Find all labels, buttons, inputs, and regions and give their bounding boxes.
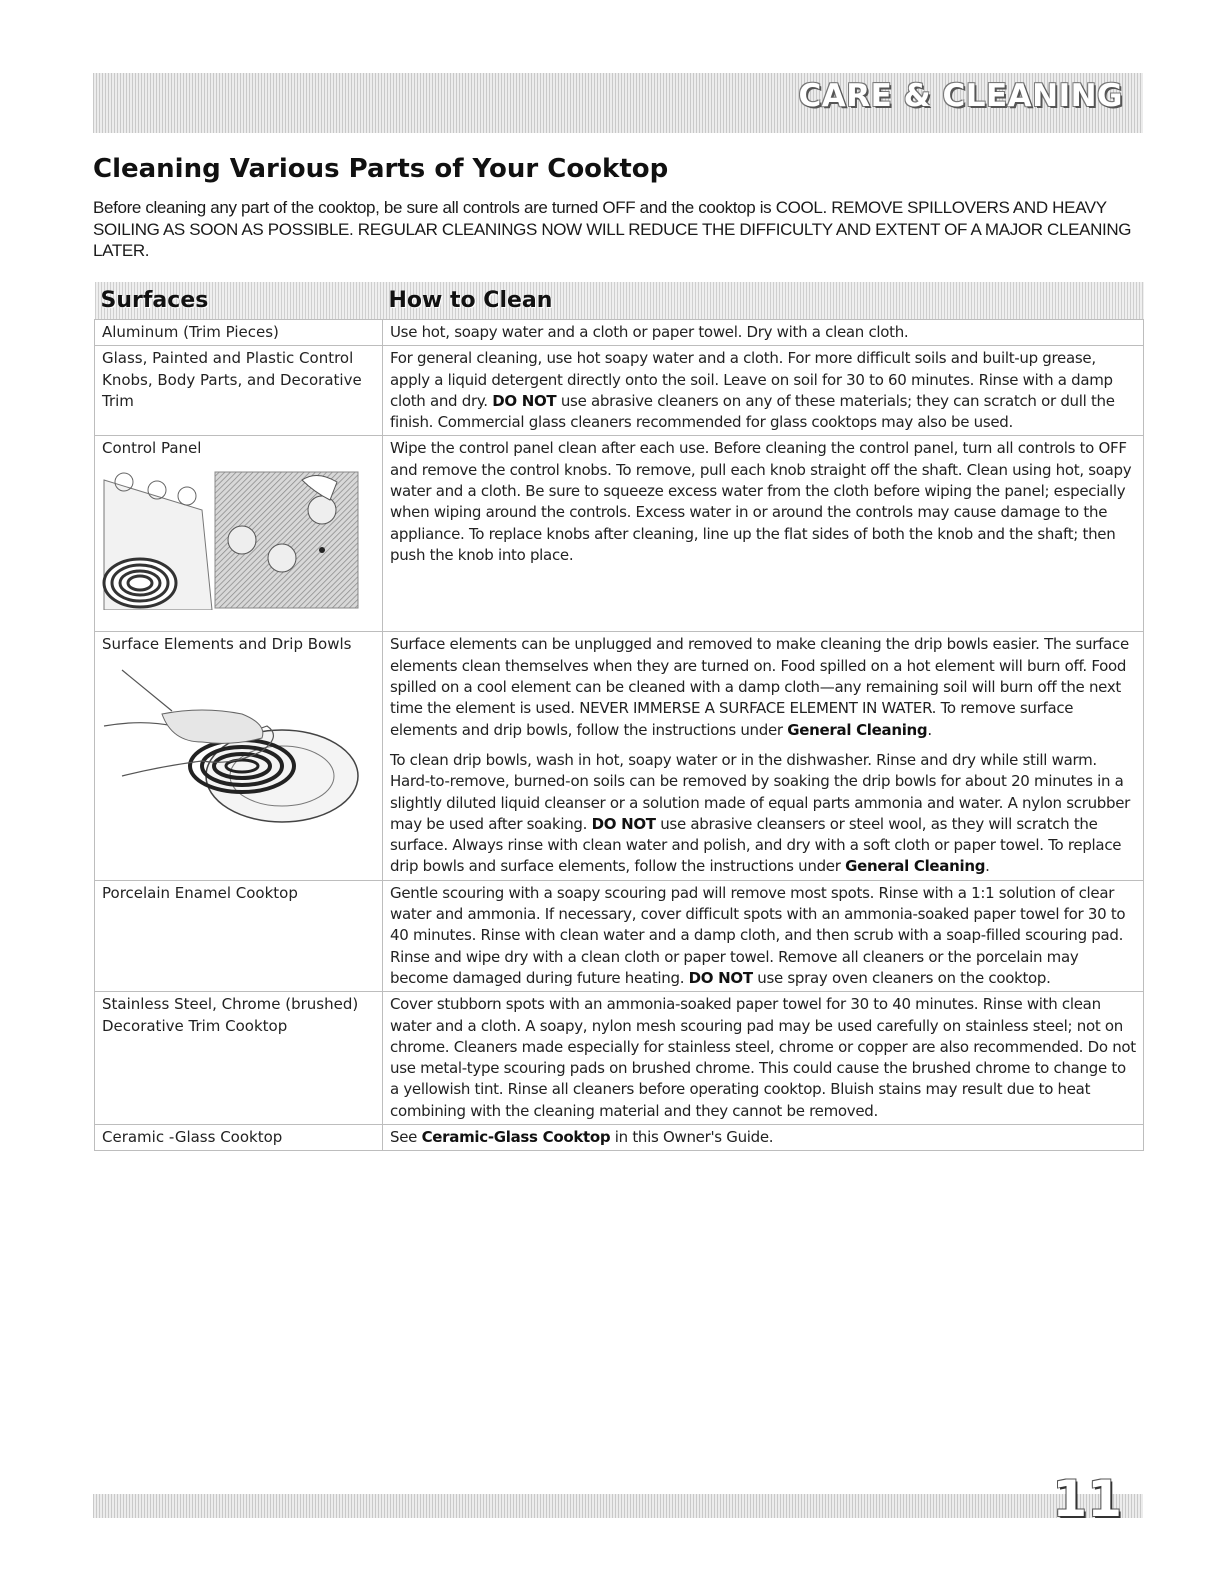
coil-element-icon [104,473,212,610]
surface-label: Control Panel [102,439,202,458]
surface-cell: Aluminum (Trim Pieces) [95,320,383,346]
section-title: CARE & CLEANING [798,78,1123,114]
paragraph: To clean drip bowls, wash in hot, soapy water or in the dishwasher. Rinse and dry while still warm. Hard-to-remove, burned-on soils can be removed by soaking the drip bowls for about 20 minutes in a slightly diluted liquid cleanser or a solution made of equal parts ammonia and water. A nylon scrubber may be used after soaking. DO NOT use abrasive cleansers or steel wool, as they will scratch the surface. Always rinse with clean water and polish, and dry with a soft cloth or paper towel. To replace drip bowls and surface elements, follow the instructions under General Cleaning. [390,750,1131,876]
page-number: 11 [1052,1470,1122,1528]
instructions-cell: Gentle scouring with a soapy scouring pad will remove most spots. Rinse with a 1:1 solution of clear water and ammonia. If necessary, cover difficult spots with an ammonia-soaked paper towel for 30 to 40 minutes. Rinse with clean water and a damp cloth, and then scrub with a soap-filled scouring pad. Rinse and wipe dry with a clean cloth or paper towel. Remove all cleaners or the porcelain may become damaged during future heating. DO NOT use spray oven cleaners on the cooktop. [383,880,1144,991]
table-row [95,1125,1144,1151]
surface-cell [95,436,383,632]
header-band [93,73,1143,133]
paragraph: Surface elements can be unplugged and removed to make cleaning the drip bowls easier. The surface elements clean themselves when they are turned on. Food spilled on a hot element will burn off. Food spilled on a cool element can be cleaned with a damp cloth—any remaining soil will burn off the next time the element is used. NEVER IMMERSE A SURFACE ELEMENT IN WATER. To remove surface elements and drip bowls, follow the instructions under General Cleaning. [390,635,1129,739]
drip-bowl-illustration [102,666,360,836]
table-row [95,436,1144,632]
table-row [95,632,1144,880]
header-how-to-clean: How to Clean [383,282,1144,320]
footer-band [93,1494,1143,1518]
table-row [95,880,1144,991]
table-header-row [95,282,1144,320]
surface-label: Surface Elements and Drip Bowls [102,635,352,654]
control-knob-illustration [102,470,360,610]
instructions-cell [383,632,1144,880]
cleaning-table [94,282,1144,1151]
instructions-cell: Cover stubborn spots with an ammonia-soaked paper towel for 30 to 40 minutes. Rinse with clean water and a cloth. A soapy, nylon mesh scouring pad may be used carefully on stainless steel; not on chrome. Cleaners made especially for stainless steel, chrome or copper are also recommended. Do not use metal-type scouring pads on brushed chrome. This could cause the brushed chrome to change to a yellowish tint. Rinse all cleaners before operating cooktop. Bluish stains may result due to heat combining with the cleaning material and they cannot be removed. [383,992,1144,1125]
header-surfaces: Surfaces [95,282,383,320]
intro-paragraph: Before cleaning any part of the cooktop, be sure all controls are turned OFF and the cooktop is COOL. REMOVE SPILLOVERS AND HEAVY SOILING AS SOON AS POSSIBLE. REGULAR CLEANINGS NOW WILL REDUCE THE DIFFICULTY AND EXTENT OF A MAJOR CLEANING LATER. [93,198,1132,260]
knob-closeup-icon [215,472,358,608]
instructions-cell: Use hot, soapy water and a cloth or paper towel. Dry with a clean cloth. [383,320,1144,346]
surface-cell: Ceramic -Glass Cooktop [95,1125,383,1151]
table-row [95,320,1144,346]
instructions-cell: Wipe the control panel clean after each use. Before cleaning the control panel, turn all controls to OFF and remove the control knobs. To remove, pull each knob straight off the shaft. Clean using hot, soapy water and a cloth. Be sure to squeeze excess water from the cloth before wiping the panel; especially when wiping around the controls. Excess water in or around the controls may cause damage to the appliance. To replace knobs after cleaning, line up the flat sides of both the knob and the shaft; then push the knob into place. [383,436,1144,632]
surface-cell: Glass, Painted and Plastic Control Knobs, Body Parts, and Decorative Trim [95,346,383,436]
page-title: Cleaning Various Parts of Your Cooktop [93,154,669,184]
table-row [95,346,1144,436]
instructions-cell: For general cleaning, use hot soapy water and a cloth. For more difficult soils and built-up grease, apply a liquid detergent directly onto the soil. Leave on soil for 30 to 60 minutes. Rinse with a damp cloth and dry. DO NOT use abrasive cleaners on any of these materials; they can scratch or dull the finish. Commercial glass cleaners recommended for glass cooktops may also be used. [383,346,1144,436]
surface-cell [95,632,383,880]
table-row [95,992,1144,1125]
surface-cell: Stainless Steel, Chrome (brushed) Decorative Trim Cooktop [95,992,383,1125]
surface-cell: Porcelain Enamel Cooktop [95,880,383,991]
instructions-cell: See Ceramic-Glass Cooktop in this Owner's Guide. [383,1125,1144,1151]
